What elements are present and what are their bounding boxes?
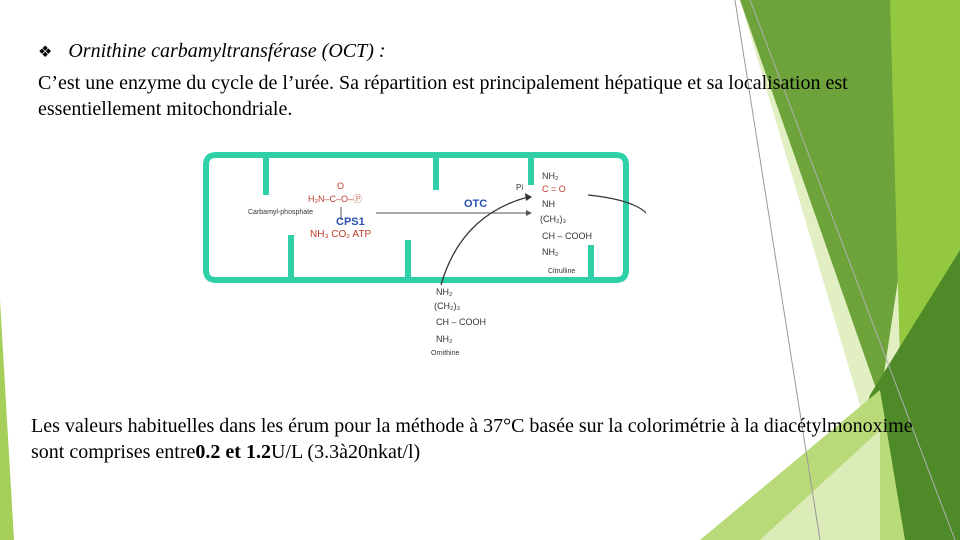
urea-cycle-diagram: [196, 145, 646, 360]
carbamyl-formula: H₂N–C–O–Ⓟ: [308, 194, 363, 204]
cps1-substrates: NH₃ CO₂ ATP: [310, 229, 372, 240]
values-range-bold: 0.2 et 1.2: [195, 441, 271, 463]
ornithine-line: NH₂: [436, 287, 453, 297]
intro-paragraph: C’est une enzyme du cycle de l’urée. Sa répartition est principalement hépatique et sa localisation est essentiellement mitochondriale.: [38, 72, 848, 120]
ornithine-line: (CH₂)₃: [434, 301, 461, 311]
citrulline-line: C = O: [542, 184, 566, 194]
citrulline-line: (CH₂)₃: [540, 214, 567, 224]
heading-text: Ornithine carbamyltransférase (OCT) :: [68, 40, 386, 62]
slide-heading: [38, 38, 386, 66]
ornithine-label: Ornithine: [431, 350, 460, 357]
carbamyl-formula-top: O: [337, 181, 345, 191]
citrulline-line: CH – COOH: [542, 231, 593, 241]
citrulline-line: NH: [542, 199, 555, 209]
otc-enzyme-label: OTC: [464, 198, 488, 210]
pi-label: Pi: [516, 183, 524, 192]
values-unit-text: U/L (3.3à20nkat/l): [270, 441, 421, 463]
ornithine-line: CH – COOH: [436, 317, 487, 327]
cps1-enzyme-label: CPS1: [336, 216, 365, 228]
deco-left-strip: [0, 300, 14, 540]
carbamyl-label: Carbamyl-phosphate: [248, 209, 313, 216]
citrulline-line: NH₂: [542, 247, 559, 257]
values-text-before: Les valeurs habituelles dans les érum pour la méthode à 37°C basée sur la colorimétrie à la diacétylmonoxime sont comprises entre: [31, 415, 913, 463]
ornithine-line: NH₂: [436, 334, 453, 344]
reference-values-paragraph: [31, 413, 931, 465]
diamond-bullet-icon: ❖: [38, 44, 53, 61]
citrulline-line: NH₂: [542, 171, 559, 181]
citrulline-label: Citrulline: [548, 268, 576, 275]
